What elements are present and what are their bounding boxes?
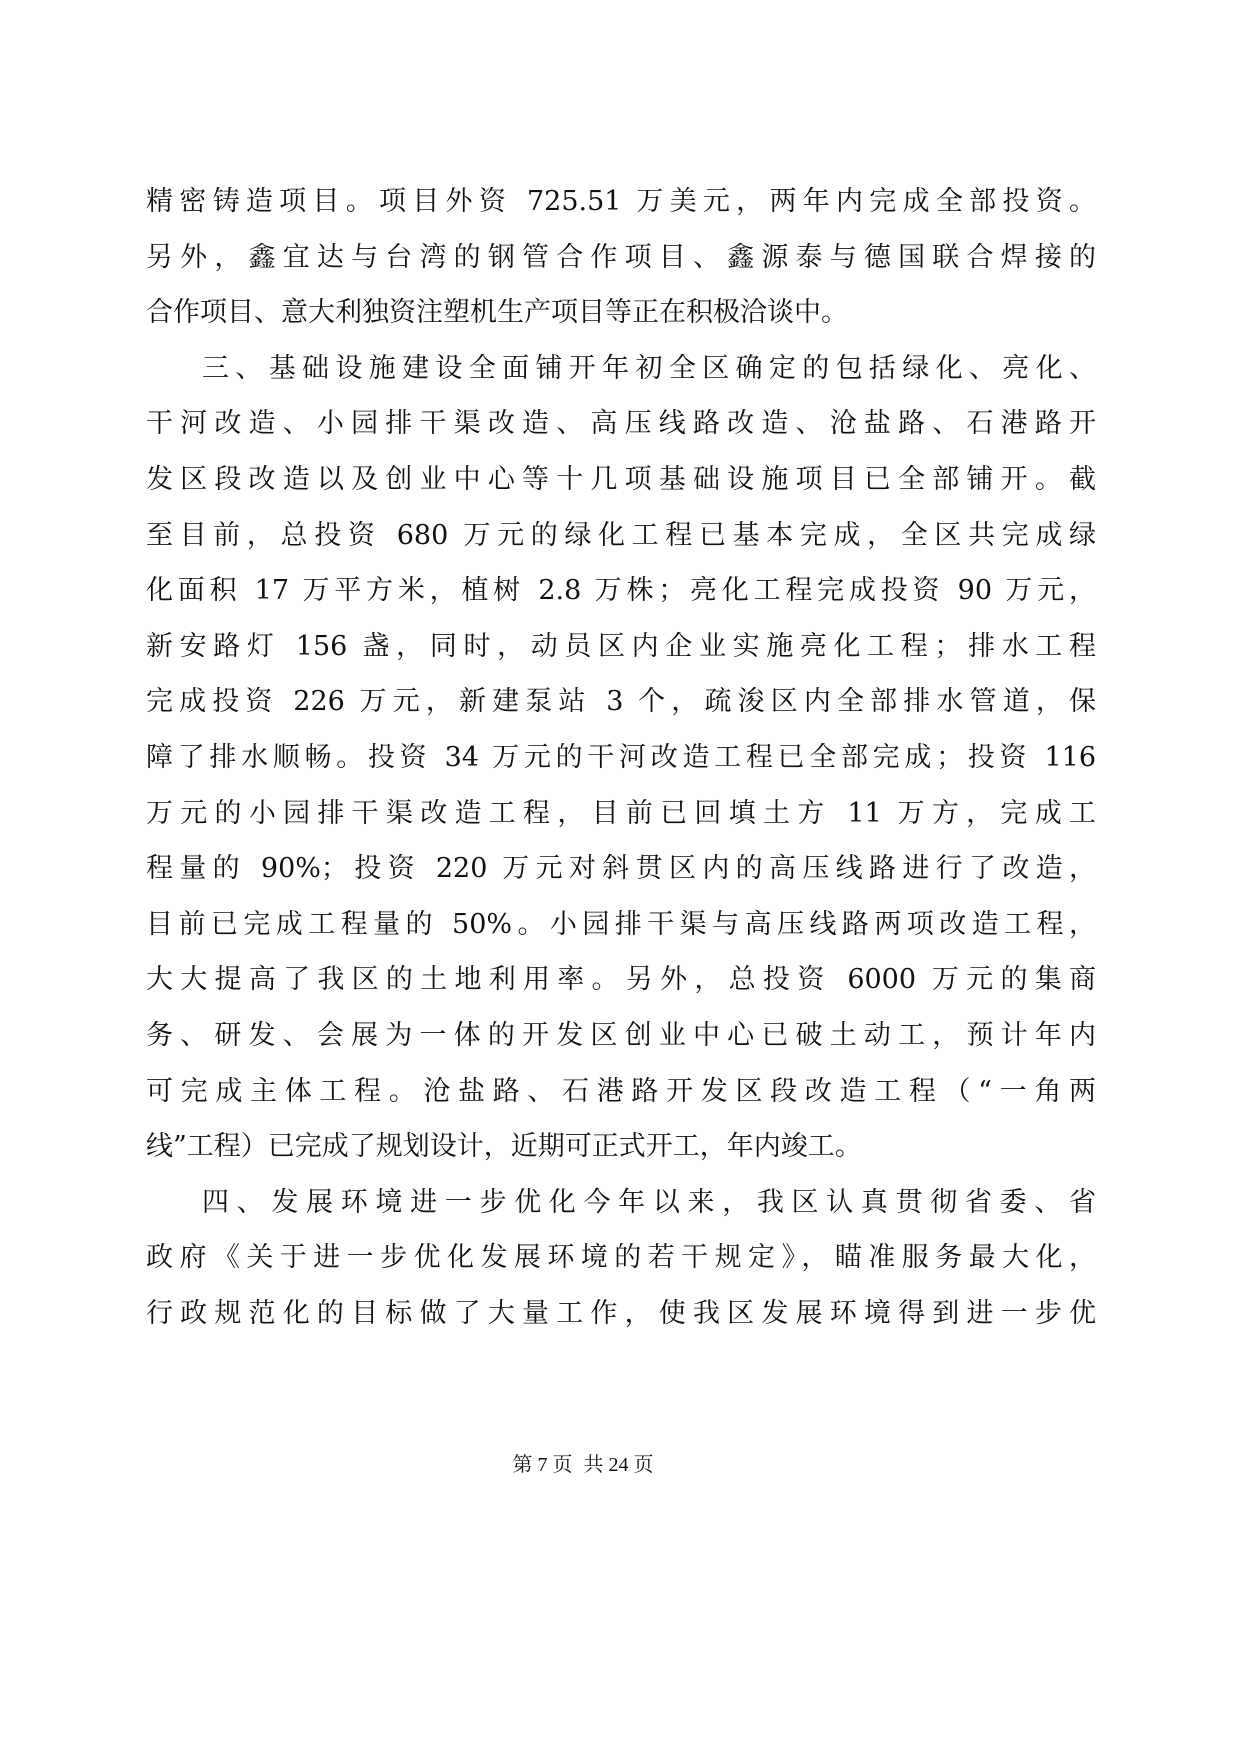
text-line: 干河改造、小园排干渠改造、高压线路改造、沧盐路、石港路开 xyxy=(146,408,1096,440)
paragraph-infrastructure xyxy=(146,349,1096,1183)
document-body xyxy=(146,182,1096,1349)
text-line: 至目前，总投资 680 万元的绿化工程已基本完成，全区共完成绿 xyxy=(146,519,1096,551)
text-line: 合作项目、意大利独资注塑机生产项目等正在积极洽谈中。 xyxy=(146,297,848,329)
text-line: 程量的 90%；投资 220 万元对斜贯区内的高压线路进行了改造， xyxy=(146,853,1096,885)
text-line: 目前已完成工程量的 50%。小园排干渠与高压线路两项改造工程， xyxy=(146,908,1096,940)
text-line: 行政规范化的目标做了大量工作，使我区发展环境得到进一步优 xyxy=(146,1297,1096,1329)
text-line: 线”工程）已完成了规划设计，近期可正式开工，年内竣工。 xyxy=(146,1131,862,1163)
text-line: 完成投资 226 万元，新建泵站 3 个，疏浚区内全部排水管道，保 xyxy=(146,686,1096,718)
paragraph xyxy=(146,182,1096,349)
text-line: 万元的小园排干渠改造工程，目前已回填土方 11 万方，完成工 xyxy=(146,797,1096,829)
text-line: 四、发展环境进一步优化今年以来，我区认真贯彻省委、省 xyxy=(202,1186,1096,1218)
text-line: 发区段改造以及创业中心等十几项基础设施项目已全部铺开。截 xyxy=(146,463,1096,495)
text-line: 化面积 17 万平方米，植树 2.8 万株；亮化工程完成投资 90 万元， xyxy=(146,575,1096,607)
paragraph-environment xyxy=(146,1183,1096,1350)
text-line: 精密铸造项目。项目外资 725.51 万美元，两年内完成全部投资。 xyxy=(146,186,1096,217)
current-page-number: 第 7 页 xyxy=(512,1454,573,1476)
page-footer xyxy=(0,1448,1166,1477)
text-line: 政府《关于进一步优化发展环境的若干规定》，瞄准服务最大化， xyxy=(146,1242,1096,1274)
text-line: 障了排水顺畅。投资 34 万元的干河改造工程已全部完成；投资 116 xyxy=(146,741,1096,773)
text-line: 可完成主体工程。沧盐路、石港路开发区段改造工程（“一角两 xyxy=(146,1075,1096,1107)
text-line: 另外，鑫宜达与台湾的钢管合作项目、鑫源泰与德国联合焊接的 xyxy=(146,241,1096,273)
text-line: 新安路灯 156 盏，同时，动员区内企业实施亮化工程；排水工程 xyxy=(146,630,1096,662)
text-line: 三、基础设施建设全面铺开年初全区确定的包括绿化、亮化、 xyxy=(202,352,1096,384)
text-line: 务、研发、会展为一体的开发区创业中心已破土动工，预计年内 xyxy=(146,1019,1096,1051)
text-line: 大大提高了我区的土地利用率。另外，总投资 6000 万元的集商 xyxy=(146,964,1096,996)
total-pages: 共 24 页 xyxy=(583,1454,654,1476)
